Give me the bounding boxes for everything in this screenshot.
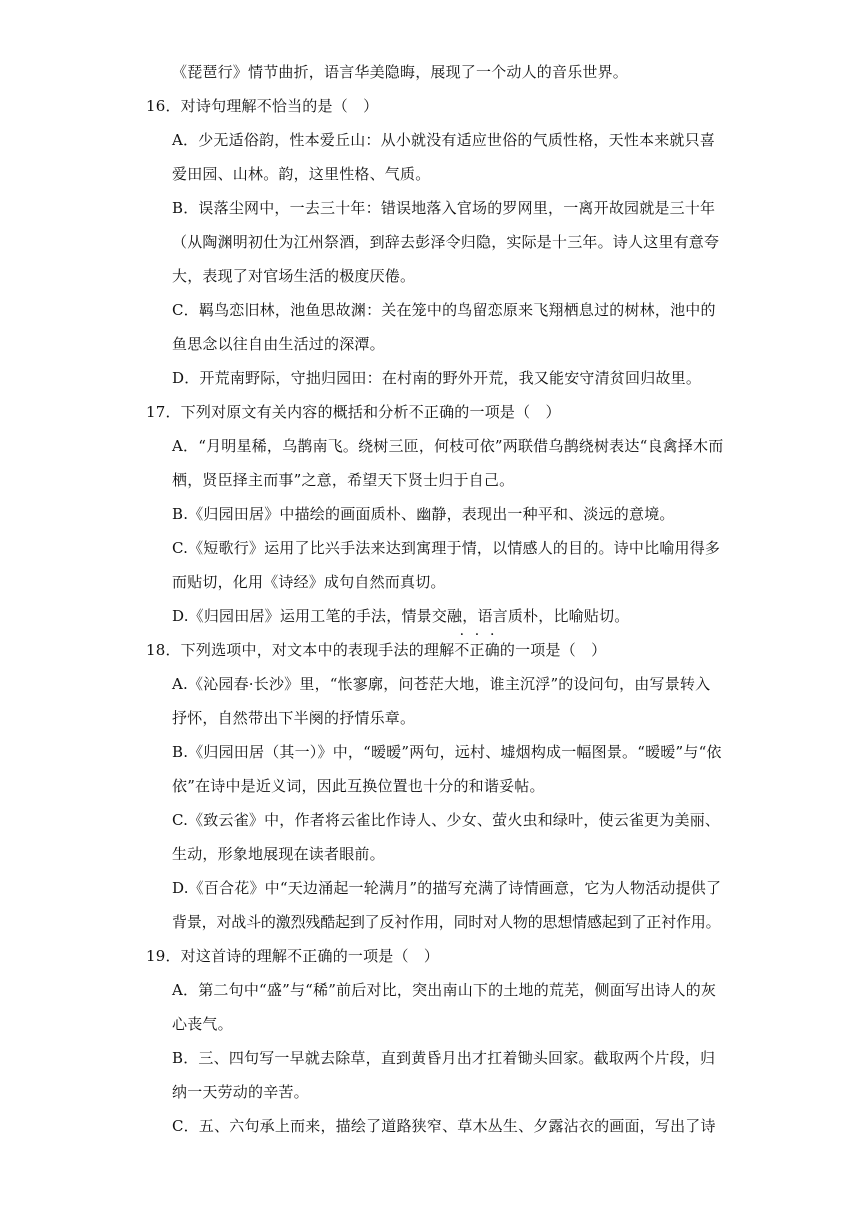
text-line: A．第二句中“盛”与“稀”前后对比，突出南山下的土地的荒芜，侧面写出诗人的灰	[172, 981, 717, 999]
question-stem: 19．对这首诗的理解不正确的一项是（ ）	[146, 947, 440, 965]
question-18-stem	[146, 640, 606, 660]
text-line: D.《百合花》中“天边涌起一轮满月”的描写充满了诗情画意，它为人物活动提供了	[172, 879, 722, 897]
text-line: D.《归园田居》运用工笔的手法，情景交融，语言质朴，比喻贴切。	[172, 607, 630, 625]
question-text: 18．下列选项中，对文本中的表现手法的理解	[146, 641, 455, 659]
text-line: B．误落尘网中，一去三十年：错误地落入官场的罗网里，一离开故园就是三十年	[172, 199, 716, 217]
text-line: （从陶渊明初仕为江州祭酒，到辞去彭泽令归隐，实际是十三年。诗人这里有意夸	[172, 233, 720, 251]
text-line: C.《短歌行》运用了比兴手法来达到寓理于情，以情感人的目的。诗中比喻用得多	[172, 539, 721, 557]
text-line: A．“月明星稀，乌鹊南飞。绕树三匝，何枝可依”两联借乌鹊绕树表达“良禽择木而	[172, 437, 724, 455]
text-line: 栖，贤臣择主而事”之意，希望天下贤士归于自己。	[172, 471, 515, 489]
text-line: C.《致云雀》中，作者将云雀比作诗人、少女、萤火虫和绿叶，使云雀更为美丽、	[172, 811, 721, 829]
text-line: A.《沁园春·长沙》里，“怅寥廓，问苍茫大地，谁主沉浮”的设问句，由写景转入	[172, 675, 711, 693]
text-line: 大，表现了对官场生活的极度厌倦。	[172, 267, 416, 285]
emphasis-char: 不	[454, 641, 470, 659]
text-line: 抒怀，自然带出下半阕的抒情乐章。	[172, 709, 416, 727]
text-line: B．三、四句写一早就去除草，直到黄昏月出才扛着锄头回家。截取两个片段，归	[172, 1049, 716, 1067]
text-line: 鱼思念以往自由生活过的深潭。	[172, 335, 385, 353]
text-line: D．开荒南野际，守拙归园田：在村南的野外开荒，我又能安守清贫回归故里。	[172, 369, 702, 387]
text-line: 依”在诗中是近义词，因此互换位置也十分的和谐妥帖。	[172, 777, 545, 795]
text-line: 纳一天劳动的辛苦。	[172, 1083, 309, 1101]
question-stem: 16．对诗句理解不恰当的是（ ）	[146, 97, 379, 115]
text-line: 背景，对战斗的激烈残酷起到了反衬作用，同时对人物的思想情感起到了正衬作用。	[172, 913, 721, 931]
text-line: 《琵琶行》情节曲折，语言华美隐晦，展现了一个动人的音乐世界。	[172, 63, 629, 81]
text-line: 爱田园、山林。韵，这里性格、气质。	[172, 165, 431, 183]
text-line: 生动，形象地展现在读者眼前。	[172, 845, 385, 863]
emphasis-char: 确	[484, 641, 500, 659]
question-text: 的一项是（ ）	[499, 641, 607, 659]
text-line: B.《归园田居》中描绘的画面质朴、幽静，表现出一种平和、淡远的意境。	[172, 505, 675, 523]
text-line: A．少无适俗韵，性本爱丘山：从小就没有适应世俗的气质性格，天性本来就只喜	[172, 131, 716, 149]
question-stem: 17．下列对原文有关内容的概括和分析不正确的一项是（ ）	[146, 403, 561, 421]
emphasis-char: 正	[469, 641, 485, 659]
text-line: B.《归园田居（其一）》中，“暧暧”两句，远村、墟烟构成一幅图景。“暧暧”与“依	[172, 743, 722, 761]
text-line: 而贴切，化用《诗经》成句自然而真切。	[172, 573, 446, 591]
text-line: 心丧气。	[172, 1015, 233, 1033]
text-line: C．羁鸟恋旧林，池鱼思故渊：关在笼中的鸟留恋原来飞翔栖息过的树林，池中的	[172, 301, 716, 319]
text-line: C．五、六句承上而来，描绘了道路狭窄、草木丛生、夕露沾衣的画面，写出了诗	[172, 1117, 716, 1135]
